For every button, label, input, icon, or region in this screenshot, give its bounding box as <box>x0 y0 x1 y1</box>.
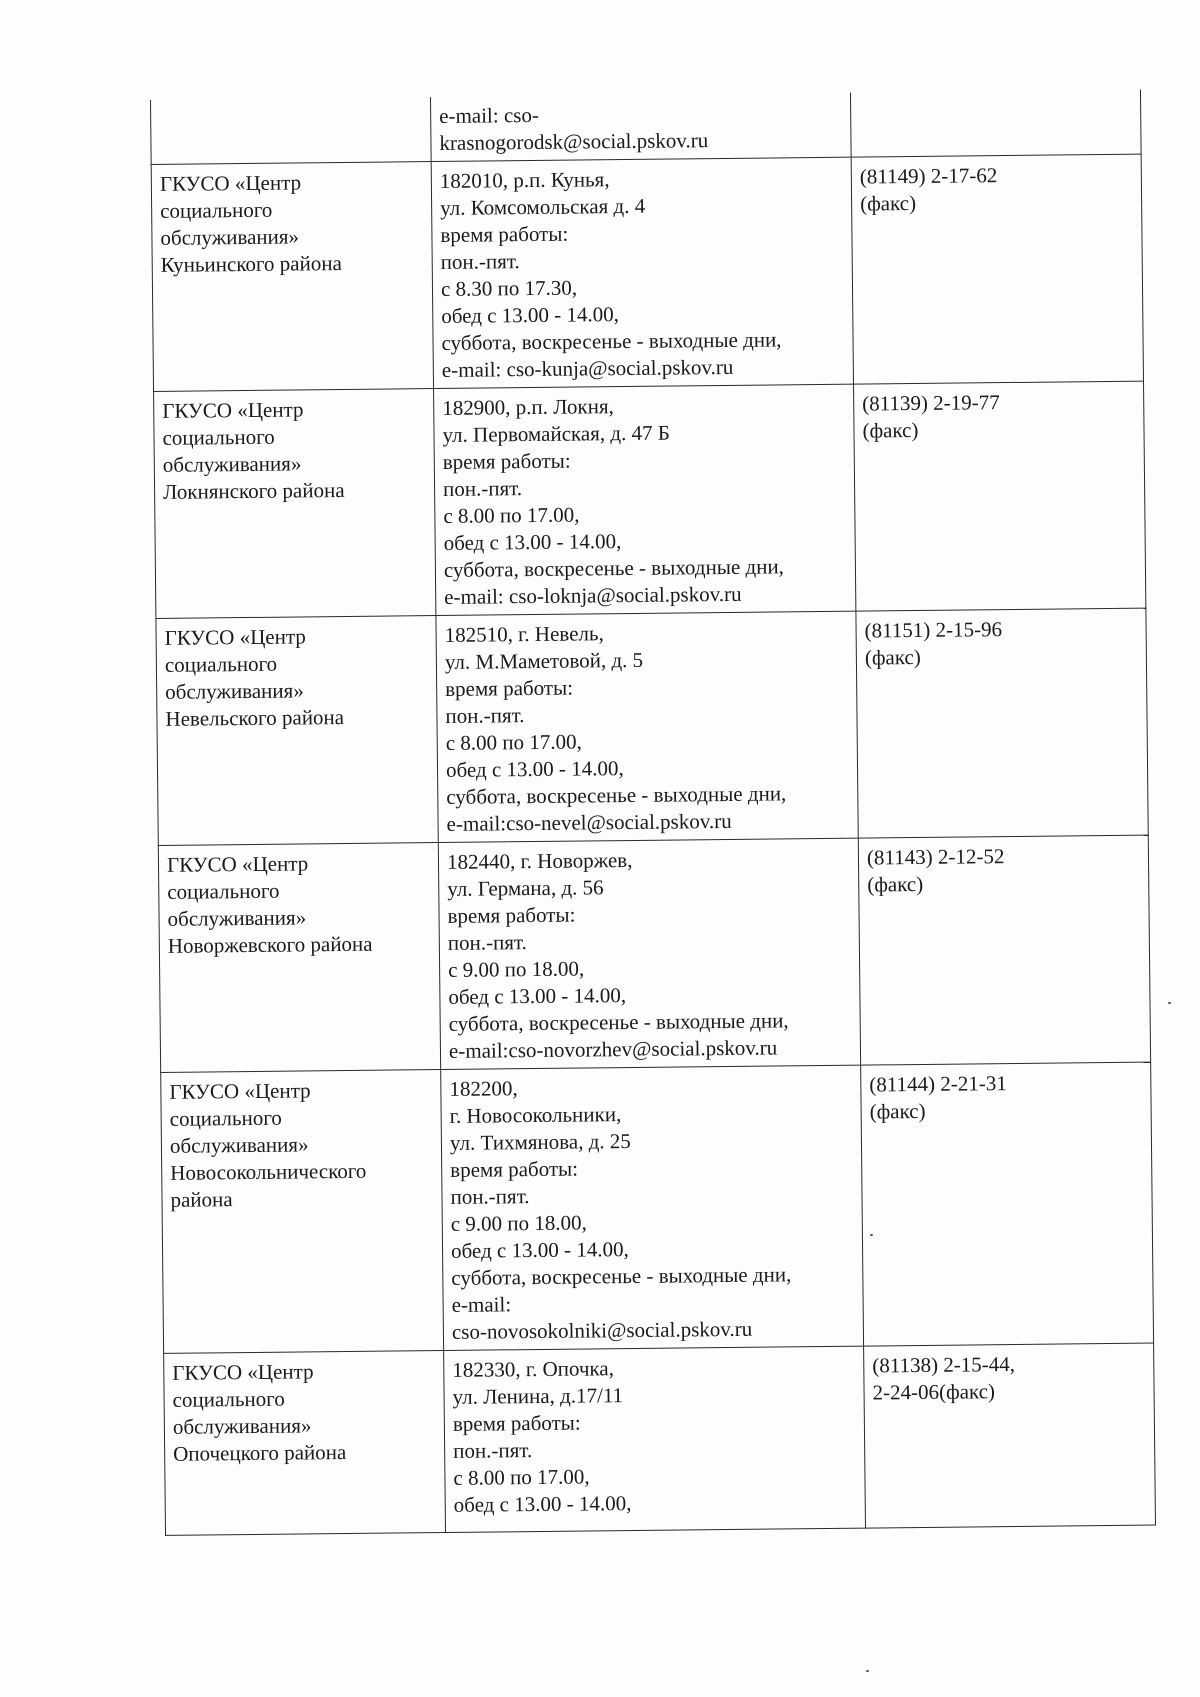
cell-line: 182330, г. Опочка, <box>452 1356 615 1382</box>
cell-line: обед с 13.00 - 14.00, <box>445 756 624 782</box>
cell-line: суббота, воскресенье - выходные дни, <box>451 1262 792 1290</box>
cell-line: время работы: <box>442 448 571 474</box>
cell-line: (факс) <box>864 644 921 670</box>
cell-line: с 9.00 по 18.00, <box>448 956 585 982</box>
cell-line: ул. Тихмянова, д. 25 <box>449 1129 631 1155</box>
cell-line: e-mail: cso-kunja@social.pskov.ru <box>441 354 734 382</box>
cell-line: обслуживания» <box>169 1132 309 1158</box>
cell-line: суббота, воскресенье - выходные дни, <box>441 327 782 355</box>
cell-line: суббота, воскресенье - выходные дни, <box>448 1008 789 1036</box>
cell-line: (81138) 2-15-44, <box>872 1352 1016 1378</box>
cell-line: (факс) <box>859 190 917 216</box>
cell-line: обед с 13.00 - 14.00, <box>448 983 627 1009</box>
cell-line: e-mail:cso-novorzhev@social.pskov.ru <box>448 1035 778 1063</box>
cell-line: 182010, р.п. Кунья, <box>439 167 610 193</box>
center-name-cell <box>151 162 433 392</box>
phone-cell <box>856 608 1148 838</box>
cell-line: ГКУСО «Центр <box>159 170 302 196</box>
cell-line: обед с 13.00 - 14.00, <box>443 529 622 555</box>
cell-line: социального <box>169 1105 282 1131</box>
cell-line: cso-novosokolniki@social.pskov.ru <box>451 1316 753 1344</box>
cell-line: (81143) 2-12-52 <box>866 844 1005 870</box>
cell-line: Невельского района <box>165 705 345 731</box>
cell-line: e-mail:cso-nevel@social.pskov.ru <box>446 808 732 836</box>
address-hours-cell <box>436 611 858 842</box>
phone-cell <box>851 154 1143 384</box>
cell-line: обслуживания» <box>165 678 304 704</box>
cell-line: ГКУСО «Центр <box>166 851 309 877</box>
cell-line: (факс) <box>869 1098 926 1124</box>
cell-line: суббота, воскресенье - выходные дни, <box>446 781 787 809</box>
cell-line: время работы: <box>445 675 574 701</box>
cell-line: Новосокольнического <box>170 1158 367 1185</box>
cell-line: ГКУСО «Центр <box>162 397 304 423</box>
phone-cell <box>861 1062 1154 1346</box>
cell-line: 182900, р.п. Локня, <box>442 394 614 420</box>
cell-line: ул. Комсомольская д. 4 <box>440 193 646 220</box>
cell-line: ГКУСО «Центр <box>164 624 306 650</box>
cell-line: ул. М.Маметовой, д. 5 <box>444 647 644 674</box>
cell-line: e-mail: cso- <box>439 102 540 128</box>
scan-speck <box>870 1234 873 1236</box>
cell-line: krasnogorodsk@social.pskov.ru <box>439 128 709 155</box>
cell-line: пон.-пят. <box>440 249 520 274</box>
address-hours-cell <box>434 384 856 615</box>
cell-line: время работы: <box>447 902 576 928</box>
phone-cell <box>858 835 1150 1065</box>
phone-cell <box>850 90 1141 158</box>
cell-line: (факс) <box>862 417 919 443</box>
table-row <box>151 154 1143 391</box>
cell-line: Опочецкого района <box>173 1440 347 1466</box>
cell-line: 2-24-06(факс) <box>872 1379 996 1405</box>
cell-line: (факс) <box>867 871 924 897</box>
address-hours-cell <box>444 1346 866 1532</box>
cell-line: обед с 13.00 - 14.00, <box>453 1491 632 1517</box>
cell-line: с 8.30 по 17.30, <box>440 275 578 301</box>
cell-line: 182200, <box>449 1076 518 1101</box>
address-hours-cell <box>430 93 851 162</box>
cell-line: время работы: <box>440 221 569 247</box>
cell-line: пон.-пят. <box>447 930 527 955</box>
cell-line: (81151) 2-15-96 <box>864 617 1003 643</box>
table-row <box>154 381 1146 618</box>
cell-line: с 9.00 по 18.00, <box>450 1210 587 1236</box>
table-row <box>158 835 1150 1072</box>
cell-line: ул. Германа, д. 56 <box>447 875 604 901</box>
cell-line: с 8.00 по 17.00, <box>445 729 582 755</box>
cell-line: пон.-пят. <box>445 703 525 728</box>
cell-line: 182440, г. Новоржев, <box>446 847 633 874</box>
cell-line: ул. Первомайская, д. 47 Б <box>442 420 670 447</box>
address-hours-cell <box>441 1065 864 1350</box>
cell-line: ГКУСО «Центр <box>172 1359 314 1385</box>
cell-line: обед с 13.00 - 14.00, <box>441 302 620 328</box>
cell-line: ГКУСО «Центр <box>169 1078 311 1104</box>
cell-line: социального <box>164 651 278 677</box>
cell-line: пон.-пят. <box>450 1184 530 1209</box>
cell-line: с 8.00 по 17.00, <box>443 502 580 528</box>
cell-line: (81149) 2-17-62 <box>859 163 998 189</box>
table-row <box>150 90 1141 165</box>
center-name-cell <box>154 389 436 619</box>
scan-speck <box>866 1670 869 1672</box>
cell-line: с 8.00 по 17.00, <box>453 1464 590 1490</box>
cell-line: обслуживания» <box>160 224 300 250</box>
cell-line: (81144) 2-21-31 <box>869 1071 1007 1097</box>
phone-cell <box>854 381 1146 611</box>
center-name-cell <box>156 616 438 846</box>
cell-line: социального <box>172 1386 285 1412</box>
cell-line: социального <box>162 424 275 450</box>
center-name-cell <box>150 97 431 164</box>
cell-line: пон.-пят. <box>453 1438 533 1463</box>
social-centers-table <box>150 90 1156 1536</box>
cell-line: ул. Ленина, д.17/11 <box>452 1383 624 1409</box>
cell-line: время работы: <box>452 1410 581 1436</box>
cell-line: Локнянского района <box>162 477 345 504</box>
cell-line: (81139) 2-19-77 <box>862 390 1000 416</box>
cell-line: г. Новосокольники, <box>449 1102 622 1128</box>
cell-line: обслуживания» <box>167 905 307 931</box>
center-name-cell <box>158 843 440 1073</box>
phone-cell <box>864 1343 1156 1528</box>
cell-line: района <box>170 1187 233 1212</box>
cell-line: e-mail: <box>451 1292 512 1317</box>
table-row <box>164 1343 1156 1535</box>
cell-line: обслуживания» <box>172 1413 312 1439</box>
cell-line: социального <box>167 878 280 904</box>
address-hours-cell <box>438 838 860 1069</box>
cell-line: пон.-пят. <box>442 476 523 501</box>
cell-line: обслуживания» <box>162 451 302 477</box>
center-name-cell <box>164 1350 446 1535</box>
scan-speck <box>1168 1002 1171 1004</box>
cell-line: 182510, г. Невель, <box>444 621 604 647</box>
table-row <box>156 608 1148 845</box>
cell-line: Новоржевского района <box>167 931 373 958</box>
cell-line: суббота, воскресенье - выходные дни, <box>443 554 784 582</box>
cell-line: время работы: <box>450 1156 579 1182</box>
table-row <box>161 1062 1154 1353</box>
cell-line: e-mail: cso-loknja@social.pskov.ru <box>444 581 742 609</box>
cell-line: Куньинского района <box>160 251 342 277</box>
address-hours-cell <box>431 157 853 388</box>
cell-line: социального <box>160 197 273 223</box>
cell-line: обед с 13.00 - 14.00, <box>450 1237 629 1263</box>
center-name-cell <box>161 1070 444 1354</box>
